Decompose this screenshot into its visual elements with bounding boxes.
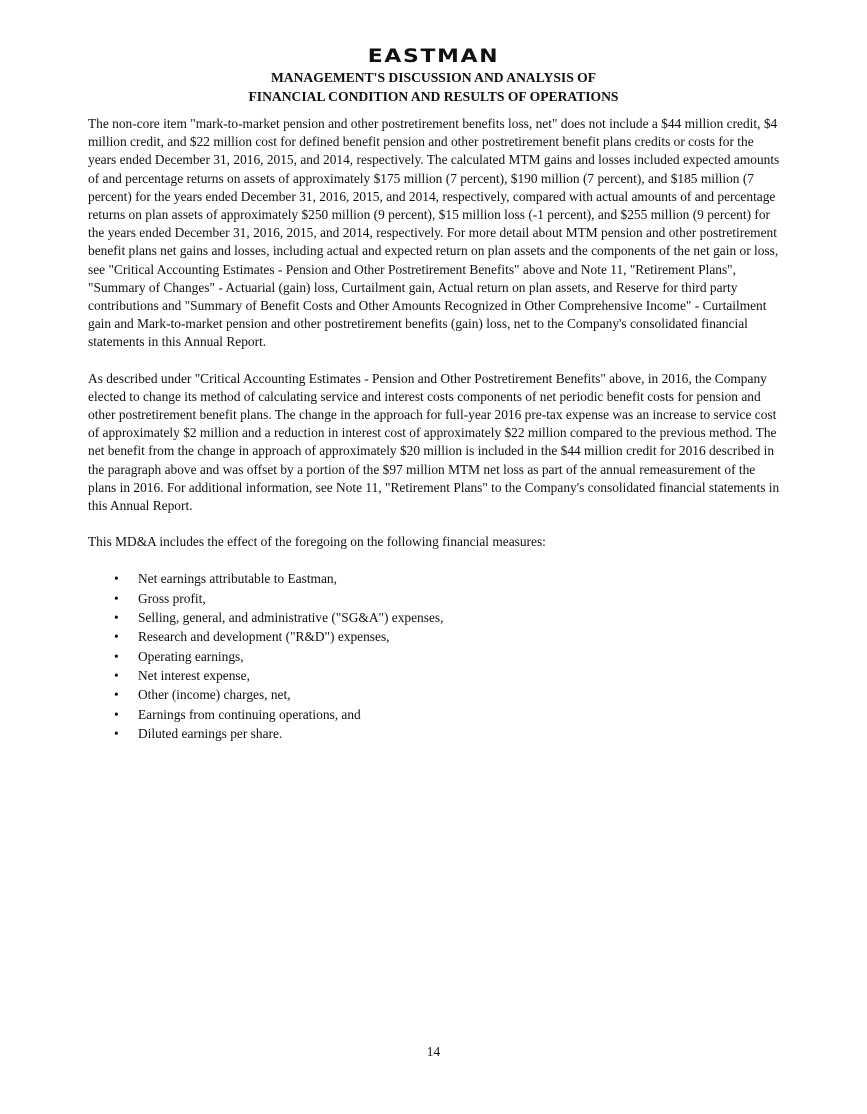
bullet-icon: • (114, 706, 119, 722)
list-item (88, 685, 783, 704)
paragraph-measures-intro: This MD&A includes the effect of the foregoing on the following financial measures: (88, 534, 546, 550)
eastman-logo: EASTMAN (367, 45, 500, 67)
list-item-text: Research and development ("R&D") expenses, (138, 629, 390, 645)
bullet-icon: • (114, 725, 119, 741)
bullet-icon: • (114, 667, 119, 683)
header-line-1: MANAGEMENT'S DISCUSSION AND ANALYSIS OF (270, 70, 597, 85)
list-item-text: Net earnings attributable to Eastman, (138, 571, 337, 587)
header-line-2: FINANCIAL CONDITION AND RESULTS OF OPERATIONS (248, 89, 619, 104)
list-item (88, 724, 783, 743)
list-item (88, 705, 783, 724)
bullet-icon: • (114, 590, 119, 606)
list-item-text: Gross profit, (138, 590, 206, 606)
bullet-icon: • (114, 648, 119, 664)
list-item (88, 569, 783, 588)
bullet-icon: • (114, 687, 119, 703)
list-item-text: Diluted earnings per share. (138, 725, 283, 741)
list-item-text: Net interest expense, (138, 667, 250, 683)
list-item (88, 589, 783, 608)
list-item-text: Earnings from continuing operations, and (138, 706, 361, 722)
paragraph-mtm-items: The non-core item "mark-to-market pension and other postretirement benefits loss, net" does not include a $44 million credit, $4 million credit, and $22 million cost for defined benefit pension and other postretirement benefit plans credits or costs for the years ended December 31, 2016, 2015, and 2014, respectively. The calculated MTM gains and losses included expected amounts of and percentage returns on assets of approximately $175 million (7 percent), $190 million (7 percent), and $185 million (7 percent) for the years ended December 31, 2016, 2015, and 2014, respectively, compared with actual amounts of and percentage returns on plan assets of approximately $250 million (9 percent), $15 million loss (-1 percent), and $255 million (9 percent) for the years ended December 31, 2016, 2015, and 2014, respectively. For more detail about MTM pension and other postretirement benefit plans net gains and losses, including actual and expected return on plan assets and the components of the net gain or loss, see "Critical Accounting Estimates - Pension and Other Postretirement Benefits" above and Note 11, "Retirement Plans", "Summary of Changes" - Actuarial (gain) loss, Curtailment gain, Actual return on plan assets, and Reserve for third party contributions and "Summary of Benefit Costs and Other Amounts Recognized in Other Comprehensive Income" - Curtailment gain and Mark-to-market pension and other postretirement benefits (gain) loss, net to the Company's consolidated financial statements in this Annual Report. (88, 116, 780, 350)
list-item (88, 627, 783, 646)
paragraph-method-change: As described under "Critical Accounting Estimates - Pension and Other Postretirement Benefits" above, in 2016, the Company elected to change its method of calculating service and interest costs components of net periodic benefit costs for pension and other postretirement benefit plans. The change in the approach for full-year 2016 pre-tax expense was an increase to service cost of approximately $2 million and a reduction in interest cost of approximately $22 million compared to the previous method. The net benefit from the change in approach of approximately $20 million is included in the $44 million credit for 2016 described in the paragraph above and was offset by a portion of the $97 million MTM net loss as part of the annual remeasurement of the plans in 2016. For additional information, see Note 11, "Retirement Plans" to the Company's consolidated financial statements in this Annual Report. (88, 370, 780, 514)
bullet-icon: • (114, 610, 119, 626)
list-item (88, 608, 783, 627)
list-item-text: Operating earnings, (138, 648, 244, 664)
list-item (88, 666, 783, 685)
section-header (0, 68, 867, 106)
financial-measures-list (88, 569, 783, 743)
bullet-icon: • (114, 571, 119, 587)
bullet-icon: • (114, 629, 119, 645)
page-number: 14 (426, 1044, 441, 1059)
list-item (88, 647, 783, 666)
list-item-text: Selling, general, and administrative ("SG&A") expenses, (138, 610, 444, 626)
body-text (88, 115, 783, 743)
list-item-text: Other (income) charges, net, (138, 687, 291, 703)
